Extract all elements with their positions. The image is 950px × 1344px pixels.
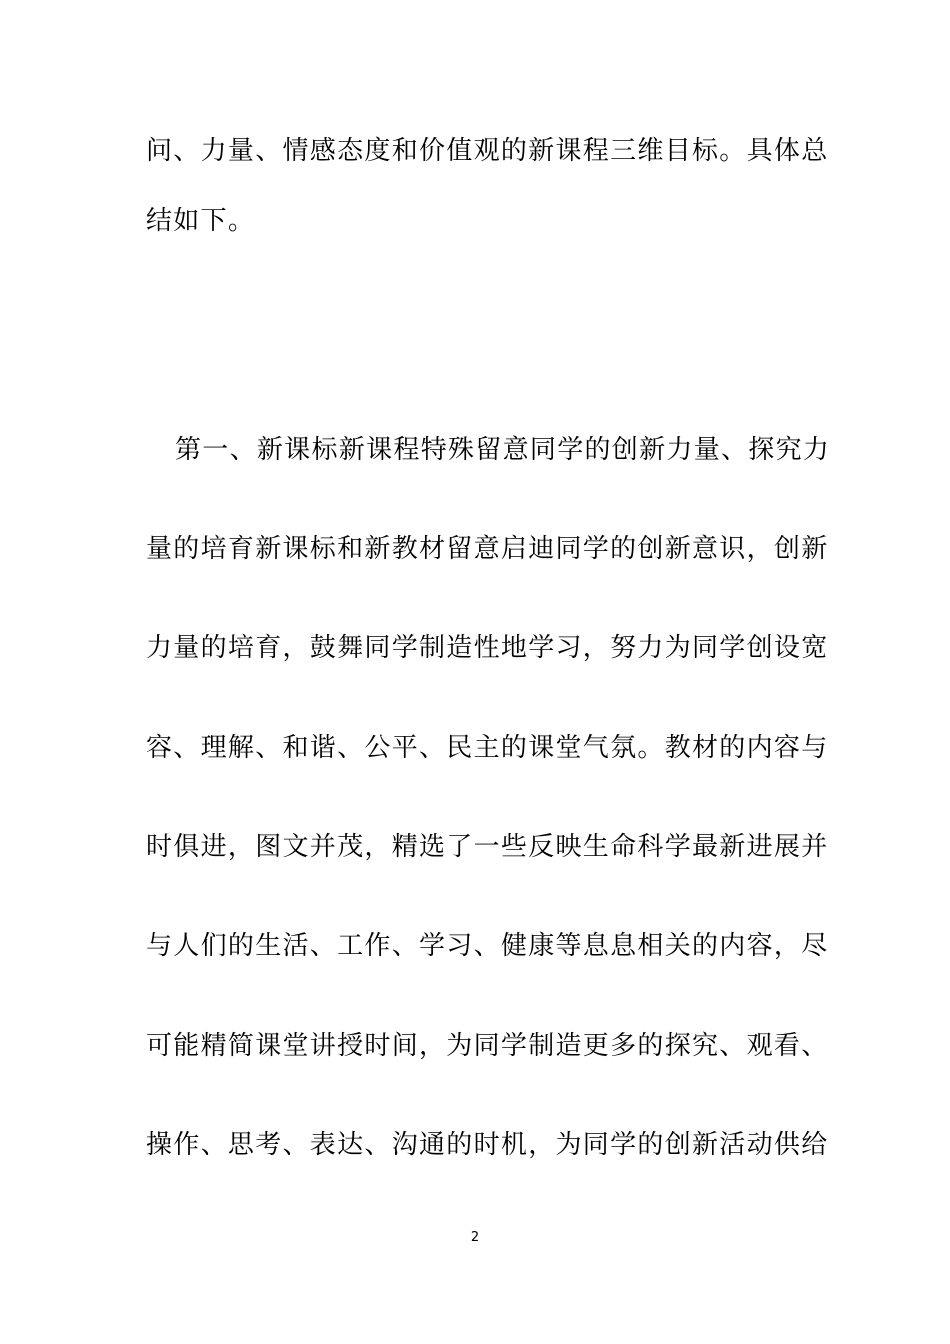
text-line: 容、理解、和谐、公平、民主的课堂气氛。教材的内容与	[146, 733, 829, 763]
text-line: 操作、思考、表达、沟通的时机，为同学的创新活动供给	[146, 1130, 829, 1160]
text-line: 时俱进，图文并茂，精选了一些反映生命科学最新进展并	[146, 832, 829, 862]
paragraph-first-line: 第一、新课标新课程特殊留意同学的创新力量、探究力	[175, 435, 831, 465]
page-number: 2	[470, 1230, 480, 1245]
text-line: 量的培育新课标和新教材留意启迪同学的创新意识，创新	[146, 534, 829, 564]
text-line: 与人们的生活、工作、学习、健康等息息相关的内容，尽	[146, 931, 829, 961]
text-line: 结如下。	[146, 206, 256, 236]
text-line: 力量的培育，鼓舞同学制造性地学习，努力为同学创设宽	[146, 633, 829, 663]
text-line: 问、力量、情感态度和价值观的新课程三维目标。具体总	[146, 136, 829, 166]
text-line: 可能精简课堂讲授时间，为同学制造更多的探究、观看、	[146, 1031, 829, 1061]
